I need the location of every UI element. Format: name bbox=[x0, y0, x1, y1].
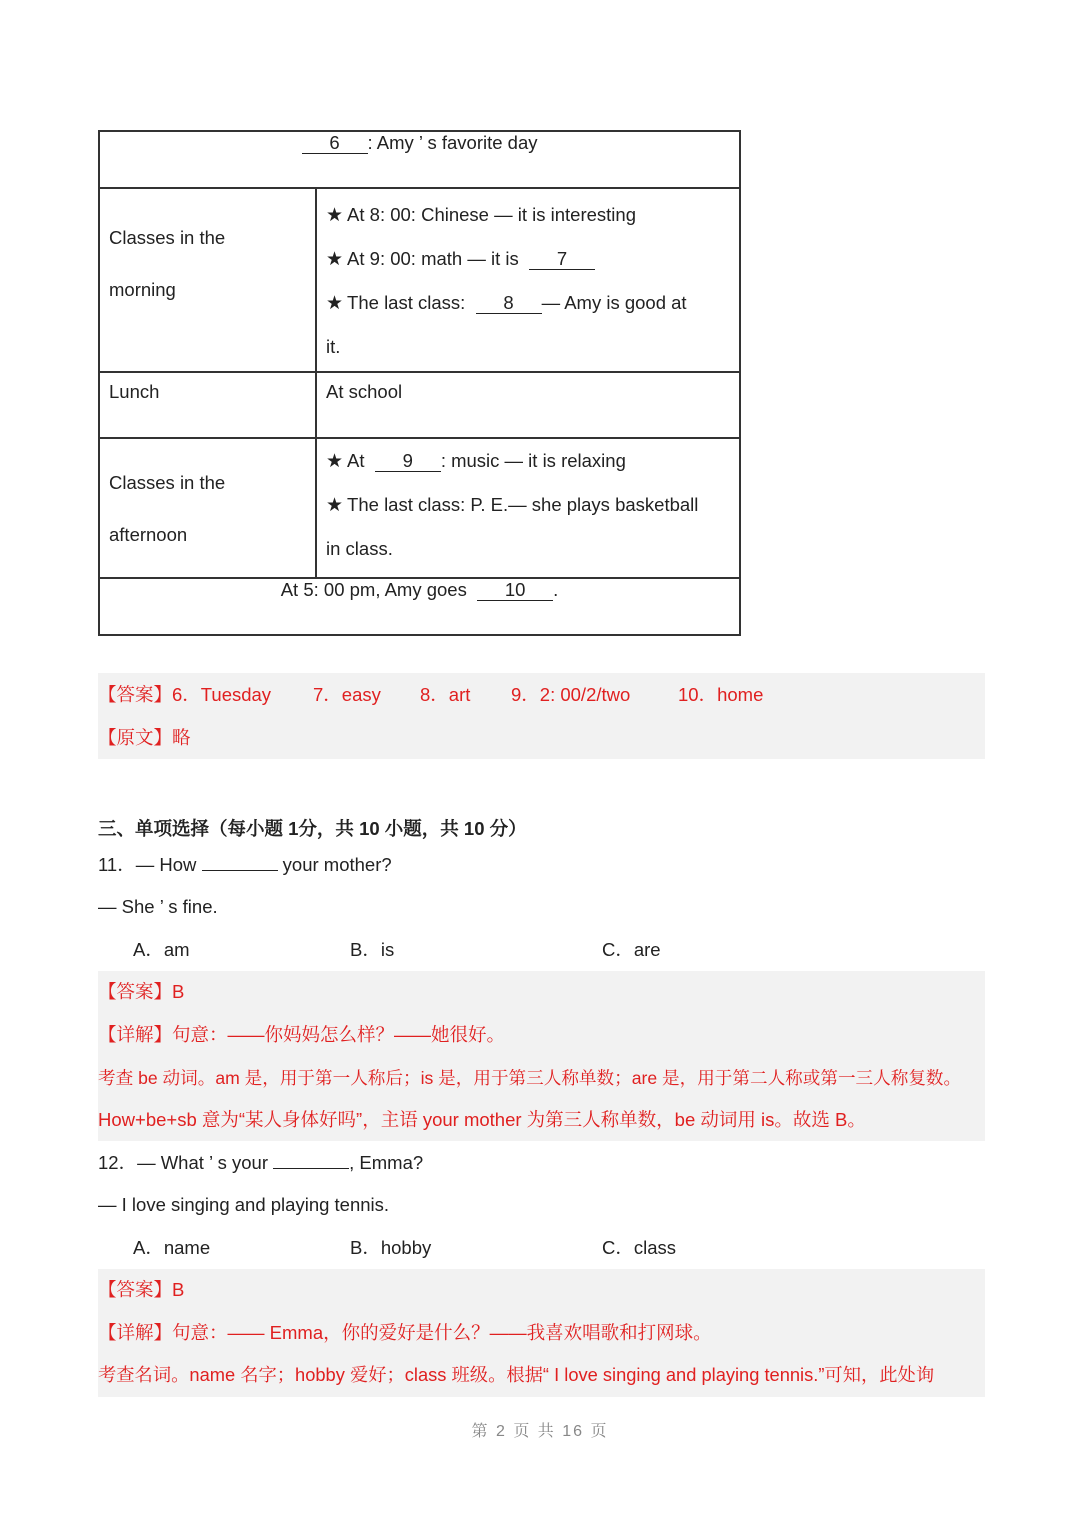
answer-9: 9．2: 00/2/two bbox=[511, 684, 631, 705]
afternoon-item-3: in class. bbox=[326, 538, 393, 559]
blank-6: 6 bbox=[302, 133, 368, 154]
blank-7: 7 bbox=[529, 249, 595, 270]
morning-item-2: ★ At 9: 00: math — it is 7 bbox=[326, 237, 730, 281]
table-title-row bbox=[99, 131, 740, 188]
morning-label-line-2: morning bbox=[109, 279, 176, 300]
morning-item-4: it. bbox=[326, 336, 341, 357]
answer-tag-1: 【答案】 bbox=[98, 684, 173, 705]
q11-detail-3: How+be+sb 意为“某人身体好吗”，主语 your mother 为第三人称单数，be 动词用 is。故选 B。 bbox=[98, 1109, 866, 1130]
q11-option-a: A．am bbox=[133, 939, 190, 960]
afternoon-item-1: ★ At 9 : music — it is relaxing bbox=[326, 450, 626, 472]
q12-blank bbox=[273, 1154, 349, 1169]
q12-answer: 【答案】B bbox=[98, 1279, 185, 1300]
afternoon-item-2: ★ The last class: P. E.— she plays basketball bbox=[326, 494, 699, 516]
lunch-label: Lunch bbox=[99, 372, 316, 438]
blank-8: 8 bbox=[476, 293, 542, 314]
afternoon-row bbox=[99, 438, 740, 578]
blank-9: 9 bbox=[375, 451, 441, 472]
q11-option-b: B．is bbox=[350, 939, 395, 960]
section-3-title: 三、单项选择（每小题 1分，共 10 小题，共 10 分） bbox=[98, 818, 527, 839]
q12-stem: 12．— What ’ s your , Emma? bbox=[98, 1152, 424, 1173]
lunch-row bbox=[99, 372, 740, 438]
q11-detail-2: 考查 be 动词。am 是，用于第一人称后；is 是，用于第三人称单数；are 是，用于第二人称或第一三人称复数。 bbox=[98, 1068, 962, 1088]
answer-6: 6．Tuesday bbox=[172, 684, 272, 705]
star-icon: ★ bbox=[326, 205, 344, 226]
bottom-text: At 5: 00 pm, Amy goes bbox=[280, 579, 467, 600]
q12-option-a: A．name bbox=[133, 1237, 211, 1258]
q12-detail-2: 考查名词。name 名字；hobby 爱好；class 班级。根据“ I love singing and playing tennis.”可知，此处询 bbox=[98, 1364, 935, 1385]
morning-label-line-1: Classes in the bbox=[109, 227, 226, 248]
star-icon: ★ bbox=[326, 249, 344, 270]
q12-reply: — I love singing and playing tennis. bbox=[98, 1194, 390, 1215]
answer-8: 8．art bbox=[420, 684, 471, 705]
answer-10: 10．home bbox=[678, 684, 764, 705]
q11-detail-1: 【详解】句意：——你妈妈怎么样？——她很好。 bbox=[98, 1024, 506, 1045]
q12-option-c: C．class bbox=[602, 1237, 677, 1258]
morning-row bbox=[99, 188, 740, 372]
star-icon: ★ bbox=[326, 293, 344, 314]
answer-7: 7．easy bbox=[313, 684, 381, 705]
morning-item-1: ★ At 8: 00: Chinese — it is interesting bbox=[326, 204, 636, 226]
q11-option-c: C．are bbox=[602, 939, 661, 960]
page-footer: 第 2 页 共 16 页 bbox=[471, 1423, 609, 1440]
morning-item-3: ★ The last class: 8 — Amy is good at bbox=[326, 292, 687, 314]
afternoon-label bbox=[109, 439, 306, 561]
morning-label bbox=[109, 189, 306, 316]
q11-reply: — She ’ s fine. bbox=[98, 896, 218, 917]
afternoon-label-line-2: afternoon bbox=[109, 524, 188, 545]
schedule-table bbox=[98, 130, 741, 636]
lunch-value: At school bbox=[316, 372, 740, 438]
star-icon: ★ bbox=[326, 451, 344, 472]
original-tag: 【原文】略 bbox=[98, 727, 191, 748]
table-bottom-row: At 5: 00 pm, Amy goes 10 . bbox=[99, 578, 740, 635]
star-icon: ★ bbox=[326, 495, 344, 516]
q11-blank bbox=[202, 856, 278, 871]
afternoon-label-line-1: Classes in the bbox=[109, 472, 226, 493]
q12-detail-1: 【详解】句意：—— Emma，你的爱好是什么？——我喜欢唱歌和打网球。 bbox=[98, 1322, 712, 1343]
blank-10: 10 bbox=[477, 580, 553, 601]
q11-stem: 11．— How your mother? bbox=[98, 854, 392, 875]
q12-option-b: B．hobby bbox=[350, 1237, 432, 1258]
q11-answer: 【答案】B bbox=[98, 981, 185, 1002]
table-title-text: : Amy ’ s favorite day bbox=[367, 132, 538, 153]
